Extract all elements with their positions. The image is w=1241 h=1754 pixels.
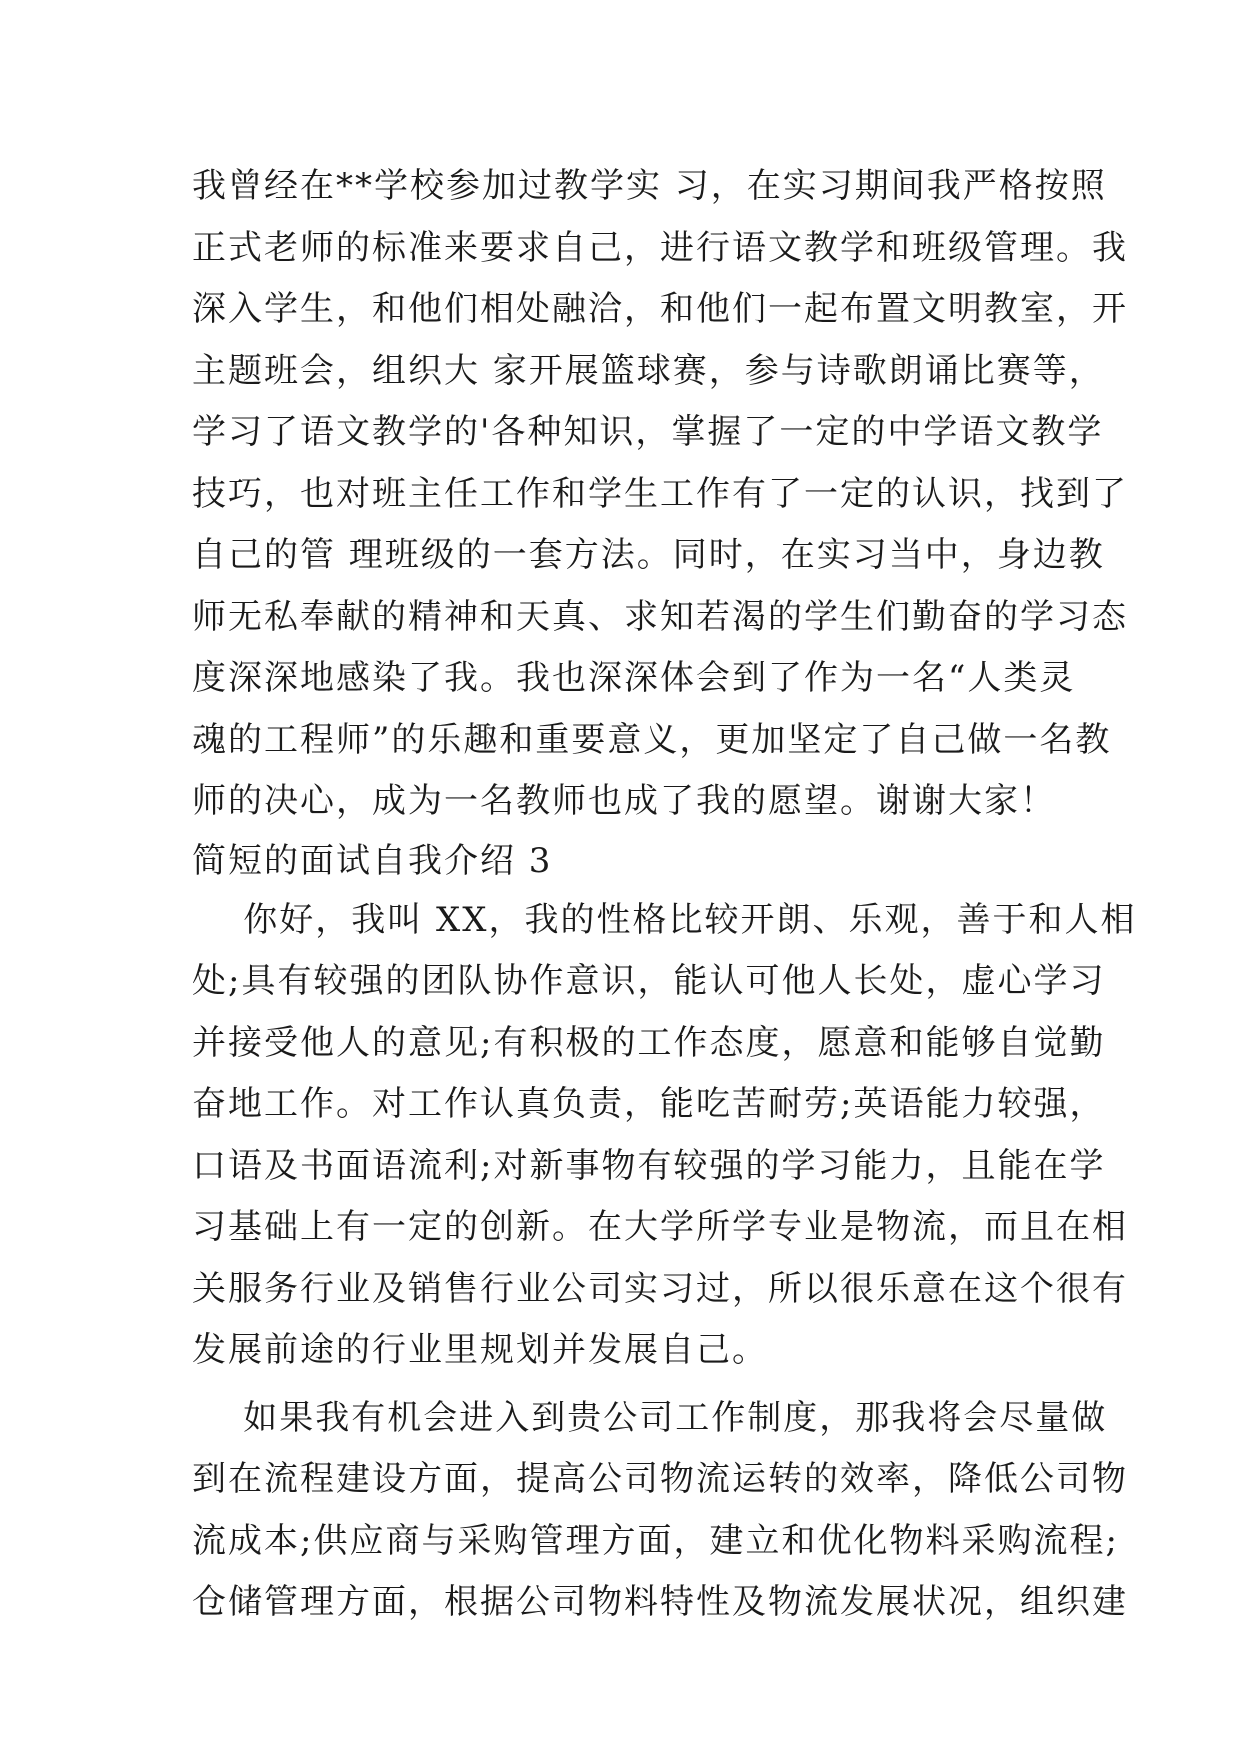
body-line: 度深深地感染了我。我也深深体会到了作为一名“人类灵 [192, 658, 1076, 698]
section-heading: 简短的面试自我介绍 3 [192, 840, 553, 881]
body-line: 关服务行业及销售行业公司实习过，所以很乐意在这个很有 [192, 1268, 1128, 1309]
body-line: 我曾经在**学校参加过教学实 习，在实习期间我严格按照 [192, 166, 1107, 206]
body-line: 流成本;供应商与采购管理方面，建立和优化物料采购流程; [192, 1520, 1119, 1561]
body-line: 口语及书面语流利;对新事物有较强的学习能力，且能在学 [192, 1145, 1106, 1186]
body-line: 习基础上有一定的创新。在大学所学专业是物流，而且在相 [192, 1207, 1128, 1247]
body-line: 仓储管理方面，根据公司物料特性及物流发展状况，组织建 [192, 1582, 1128, 1622]
body-line: 师的决心，成为一名教师也成了我的愿望。谢谢大家！ [192, 781, 1056, 821]
body-line: 技巧，也对班主任工作和学生工作有了一定的认识，找到了 [192, 473, 1128, 514]
body-line: 魂的工程师”的乐趣和重要意义，更加坚定了自己做一名教 [192, 719, 1112, 760]
body-line: 到在流程建设方面，提高公司物流运转的效率，降低公司物 [192, 1459, 1128, 1499]
body-line: 师无私奉献的精神和天真、求知若渴的学生们勤奋的学习态 [192, 596, 1128, 637]
body-line: 发展前途的行业里规划并发展自己。 [192, 1330, 768, 1370]
body-line: 如果我有机会进入到贵公司工作制度，那我将会尽量做 [192, 1397, 1108, 1438]
body-line: 并接受他人的意见;有积极的工作态度，愿意和能够自觉勤 [192, 1022, 1106, 1063]
body-line: 学习了语文教学的'各种知识，掌握了一定的中学语文教学 [192, 412, 1104, 452]
body-line: 深入学生，和他们相处融洽，和他们一起布置文明教室，开 [192, 289, 1128, 329]
body-line: 正式老师的标准来要求自己，进行语文教学和班级管理。我 [192, 227, 1128, 268]
body-line: 你好，我叫 XX，我的性格比较开朗、乐观，善于和人相 [192, 899, 1137, 940]
body-line: 主题班会，组织大 家开展篮球赛，参与诗歌朗诵比赛等， [192, 350, 1105, 391]
document-body [192, 156, 1137, 1634]
body-line: 奋地工作。对工作认真负责，能吃苦耐劳;英语能力较强， [192, 1084, 1106, 1124]
body-line: 处;具有较强的团队协作意识，能认可他人长处，虚心学习 [192, 961, 1106, 1001]
body-line: 自己的管 理班级的一套方法。同时，在实习当中，身边教 [192, 535, 1105, 575]
